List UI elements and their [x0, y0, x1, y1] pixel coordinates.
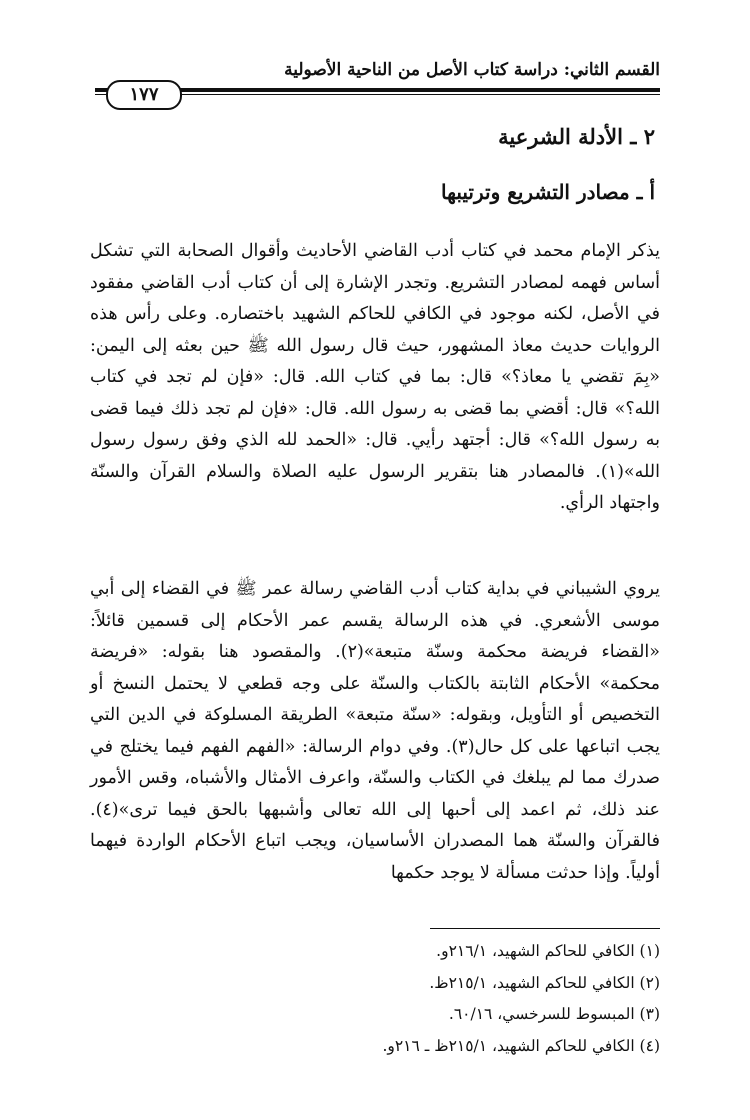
subsection-heading: أ ـ مصادر التشريع وترتيبها: [441, 180, 655, 204]
paragraph-2: [90, 574, 660, 889]
footnote-item: (٣) المبسوط للسرخسي، ٦٠/١٦.: [448, 1005, 660, 1023]
paragraph-text: يروي الشيباني في بداية كتاب أدب القاضي رسالة عمر ﷺ في القضاء إلى أبي موسى الأشعري. في هذه الرسالة يقسم عمر الأحكام إلى قسمين قائلاً: «القضاء فريضة محكمة وسنّة متبعة»(٢). والمقصود هنا بقوله: «فريضة محكمة» الأحكام الثابتة بالكتاب والسنّة على وجه قطعي لا يحتمل النسخ أو التخصيص أو التأويل، وبقوله: «سنّة متبعة» الطريقة المسلوكة في الدين التي يجب اتباعها على كل حال(٣). وفي دوام الرسالة: «الفهم الفهم فيما يختلج في صدرك مما لم يبلغك في الكتاب والسنّة، واعرف الأمثال والأشباه، وقس الأمور عند ذلك، ثم اعمد إلى أحبها إلى الله تعالى وأشبهها بالحق فيما ترى»(٤). فالقرآن والسنّة هما المصدران الأساسيان، ويجب اتباع الأحكام الواردة فيهما أولياً. وإذا حدثت مسألة لا يوجد حكمها: [90, 579, 660, 883]
footnote-separator: [430, 928, 660, 929]
paragraph-1: [90, 236, 660, 520]
section-heading: ٢ ـ الأدلة الشرعية: [498, 124, 655, 149]
running-header: [95, 58, 660, 84]
page-number: ١٧٧: [106, 80, 182, 110]
paragraph-text: يذكر الإمام محمد في كتاب أدب القاضي الأحاديث وأقوال الصحابة التي تشكل أساس فهمه لمصادر التشريع. وتجدر الإشارة إلى أن كتاب أدب القاضي مفقود في الأصل، لكنه موجود في الكافي للحاكم الشهيد باختصاره. وعلى رأس هذه الروايات حديث معاذ المشهور، حيث قال رسول الله ﷺ حين بعثه إلى اليمن: «بِمَ تقضي يا معاذ؟» قال: بما في كتاب الله. قال: «فإن لم تجد في كتاب الله؟» قال: أقضي بما قضى به رسول الله. قال: «فإن لم تجد ذلك فيما قضى به رسول الله؟» قال: أجتهد رأيي. قال: «الحمد لله الذي وفق رسول رسول الله»(١). فالمصادر هنا بتقرير الرسول عليه الصلاة والسلام القرآن والسنّة واجتهاد الرأي.: [90, 241, 660, 513]
footnote-item: (٤) الكافي للحاكم الشهيد، ٢١٥/١ظ ـ ٢١٦و.: [382, 1036, 660, 1055]
footnote-item: (١) الكافي للحاكم الشهيد، ٢١٦/١و.: [436, 942, 660, 960]
header-title: القسم الثاني: دراسة كتاب الأصل من الناحية الأصولية: [284, 60, 660, 80]
footnote-item: (٢) الكافي للحاكم الشهيد، ٢١٥/١ظ.: [429, 973, 660, 992]
footnotes-list: [200, 936, 660, 1062]
